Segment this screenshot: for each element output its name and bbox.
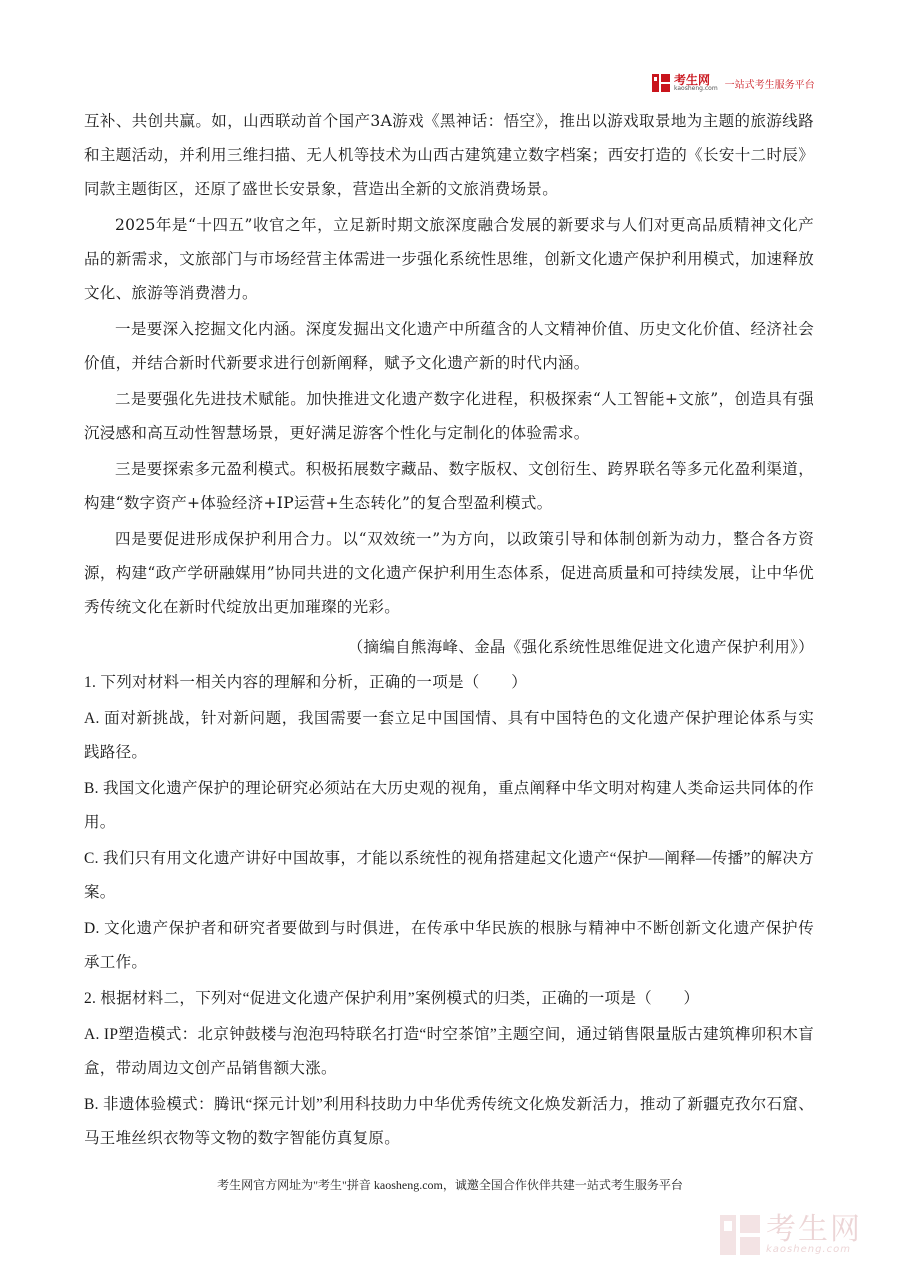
logo-text (674, 74, 718, 92)
source-citation: （摘编自熊海峰、金晶《强化系统性思维促进文化遗产保护利用》） (347, 638, 814, 656)
passage-paragraph: 一是要深入挖掘文化内涵。深度发掘出文化遗产中所蕴含的人文精神价值、历史文化价值、经济社会价值，并结合新时代新要求进行创新阐释，赋予文化遗产新的时代内涵。 (84, 320, 814, 372)
question-stem: 2. 根据材料二，下列对“促进文化遗产保护利用”案例模式的归类，正确的一项是（ ） (84, 990, 700, 1007)
question-stem: 1. 下列对材料一相关内容的理解和分析，正确的一项是（ ） (84, 674, 528, 691)
watermark (720, 1208, 890, 1262)
logo-slogan: 一站式考生服务平台 (724, 79, 815, 91)
question-option[interactable]: A. IP塑造模式：北京钟鼓楼与泡泡玛特联名打造“时空茶馆”主题空间，通过销售限量版古建筑榫卯积木盲盒，带动周边文创产品销售额大涨。 (84, 1026, 814, 1077)
question-option[interactable]: B. 非遗体验模式：腾讯“探元计划”利用科技助力中华优秀传统文化焕发新活力，推动了新疆克孜尔石窟、马王堆丝织衣物等文物的数字智能仿真复原。 (84, 1096, 814, 1147)
logo-domain: kaosheng.com (674, 85, 718, 92)
passage-paragraph: 互补、共创共赢。如，山西联动首个国产3A游戏《黑神话：悟空》，推出以游戏取景地为主题的旅游线路和主题活动，并利用三维扫描、无人机等技术为山西古建筑建立数字档案；西安打造的《长安十二时辰》同款主题街区，还原了盛世长安景象，营造出全新的文旅消费场景。 (84, 112, 814, 198)
passage-paragraph: 2025年是“十四五”收官之年，立足新时期文旅深度融合发展的新要求与人们对更高品质精神文化产品的新需求，文旅部门与市场经营主体需进一步强化系统性思维，创新文化遗产保护利用模式，加速释放文化、旅游等消费潜力。 (84, 216, 814, 302)
watermark-text (766, 1212, 862, 1255)
kaosheng-watermark-icon (720, 1215, 760, 1255)
watermark-domain: kaosheng.com (766, 1244, 851, 1255)
question-option[interactable]: D. 文化遗产保护者和研究者要做到与时俱进，在传承中华民族的根脉与精神中不断创新文化遗产保护传承工作。 (84, 920, 814, 971)
question-option[interactable]: B. 我国文化遗产保护的理论研究必须站在大历史观的视角，重点阐释中华文明对构建人类命运共同体的作用。 (84, 780, 814, 831)
watermark-name: 考生网 (766, 1212, 862, 1247)
passage-paragraph: 四是要促进形成保护利用合力。以“双效统一”为方向，以政策引导和体制创新为动力，整合各方资源，构建“政产学研融媒用”协同共进的文化遗产保护利用生态体系，促进高质量和可持续发展，让中华优秀传统文化在新时代绽放出更加璀璨的光彩。 (84, 530, 814, 616)
page-footer: 考生网官方网址为"考生"拼音 kaosheng.com，诚邀全国合作伙伴共建一站式考生服务平台 (217, 1178, 683, 1192)
question-option[interactable]: A. 面对新挑战，针对新问题，我国需要一套立足中国国情、具有中国特色的文化遗产保护理论体系与实践路径。 (84, 710, 814, 761)
passage-paragraph: 三是要探索多元盈利模式。积极拓展数字藏品、数字版权、文创衍生、跨界联名等多元化盈利渠道，构建“数字资产+体验经济+IP运营+生态转化”的复合型盈利模式。 (84, 460, 814, 512)
passage-paragraph: 二是要强化先进技术赋能。加快推进文化遗产数字化进程，积极探索“人工智能+文旅”，创造具有强沉浸感和高互动性智慧场景，更好满足游客个性化与定制化的体验需求。 (84, 390, 814, 442)
kaosheng-logo-icon (652, 74, 670, 92)
header-logo[interactable] (652, 72, 815, 94)
question-option[interactable]: C. 我们只有用文化遗产讲好中国故事，才能以系统性的视角搭建起文化遗产“保护—阐释—传播”的解决方案。 (84, 850, 814, 901)
document-body (84, 104, 814, 1156)
logo-name: 考生网 (674, 73, 711, 87)
